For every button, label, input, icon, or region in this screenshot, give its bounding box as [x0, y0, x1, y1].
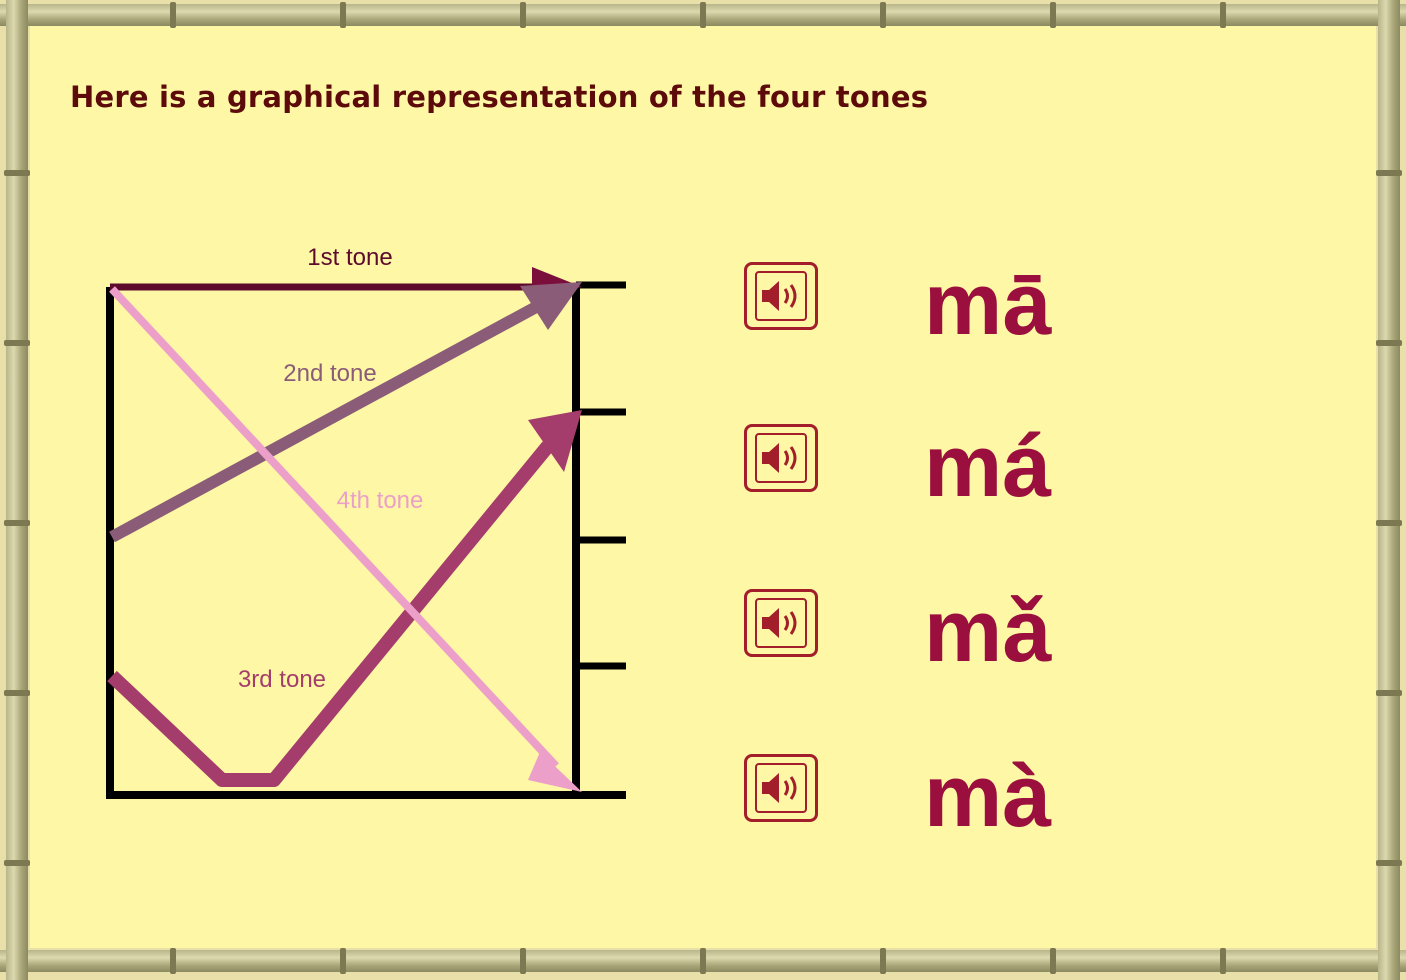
tone3-arrow	[112, 410, 582, 780]
syllable-tone2: má	[924, 416, 1052, 515]
tone1-label: 1st tone	[307, 244, 393, 271]
speaker-icon	[747, 427, 815, 489]
play-tone3-button[interactable]	[744, 589, 818, 657]
tone-row-2	[744, 416, 1144, 540]
play-tone2-button[interactable]	[744, 424, 818, 492]
play-tone4-button[interactable]	[744, 754, 818, 822]
tone3-label: 3rd tone	[237, 666, 327, 693]
syllable-tone1: mā	[924, 254, 1052, 353]
play-tone1-button[interactable]	[744, 262, 818, 330]
page-heading: Here is a graphical representation of the four tones	[70, 80, 929, 114]
speaker-icon	[747, 592, 815, 654]
tone4-label: 4th tone	[336, 487, 424, 514]
tone1-arrow	[110, 267, 582, 297]
tone-row-4	[744, 746, 1144, 870]
syllable-tone4: mà	[924, 746, 1052, 845]
tone2-label: 2nd tone	[283, 360, 377, 387]
speaker-icon	[747, 757, 815, 819]
tone-row-1	[744, 254, 1144, 378]
speaker-icon	[747, 265, 815, 327]
tone-row-3	[744, 581, 1144, 705]
syllable-tone3: mǎ	[924, 581, 1052, 680]
